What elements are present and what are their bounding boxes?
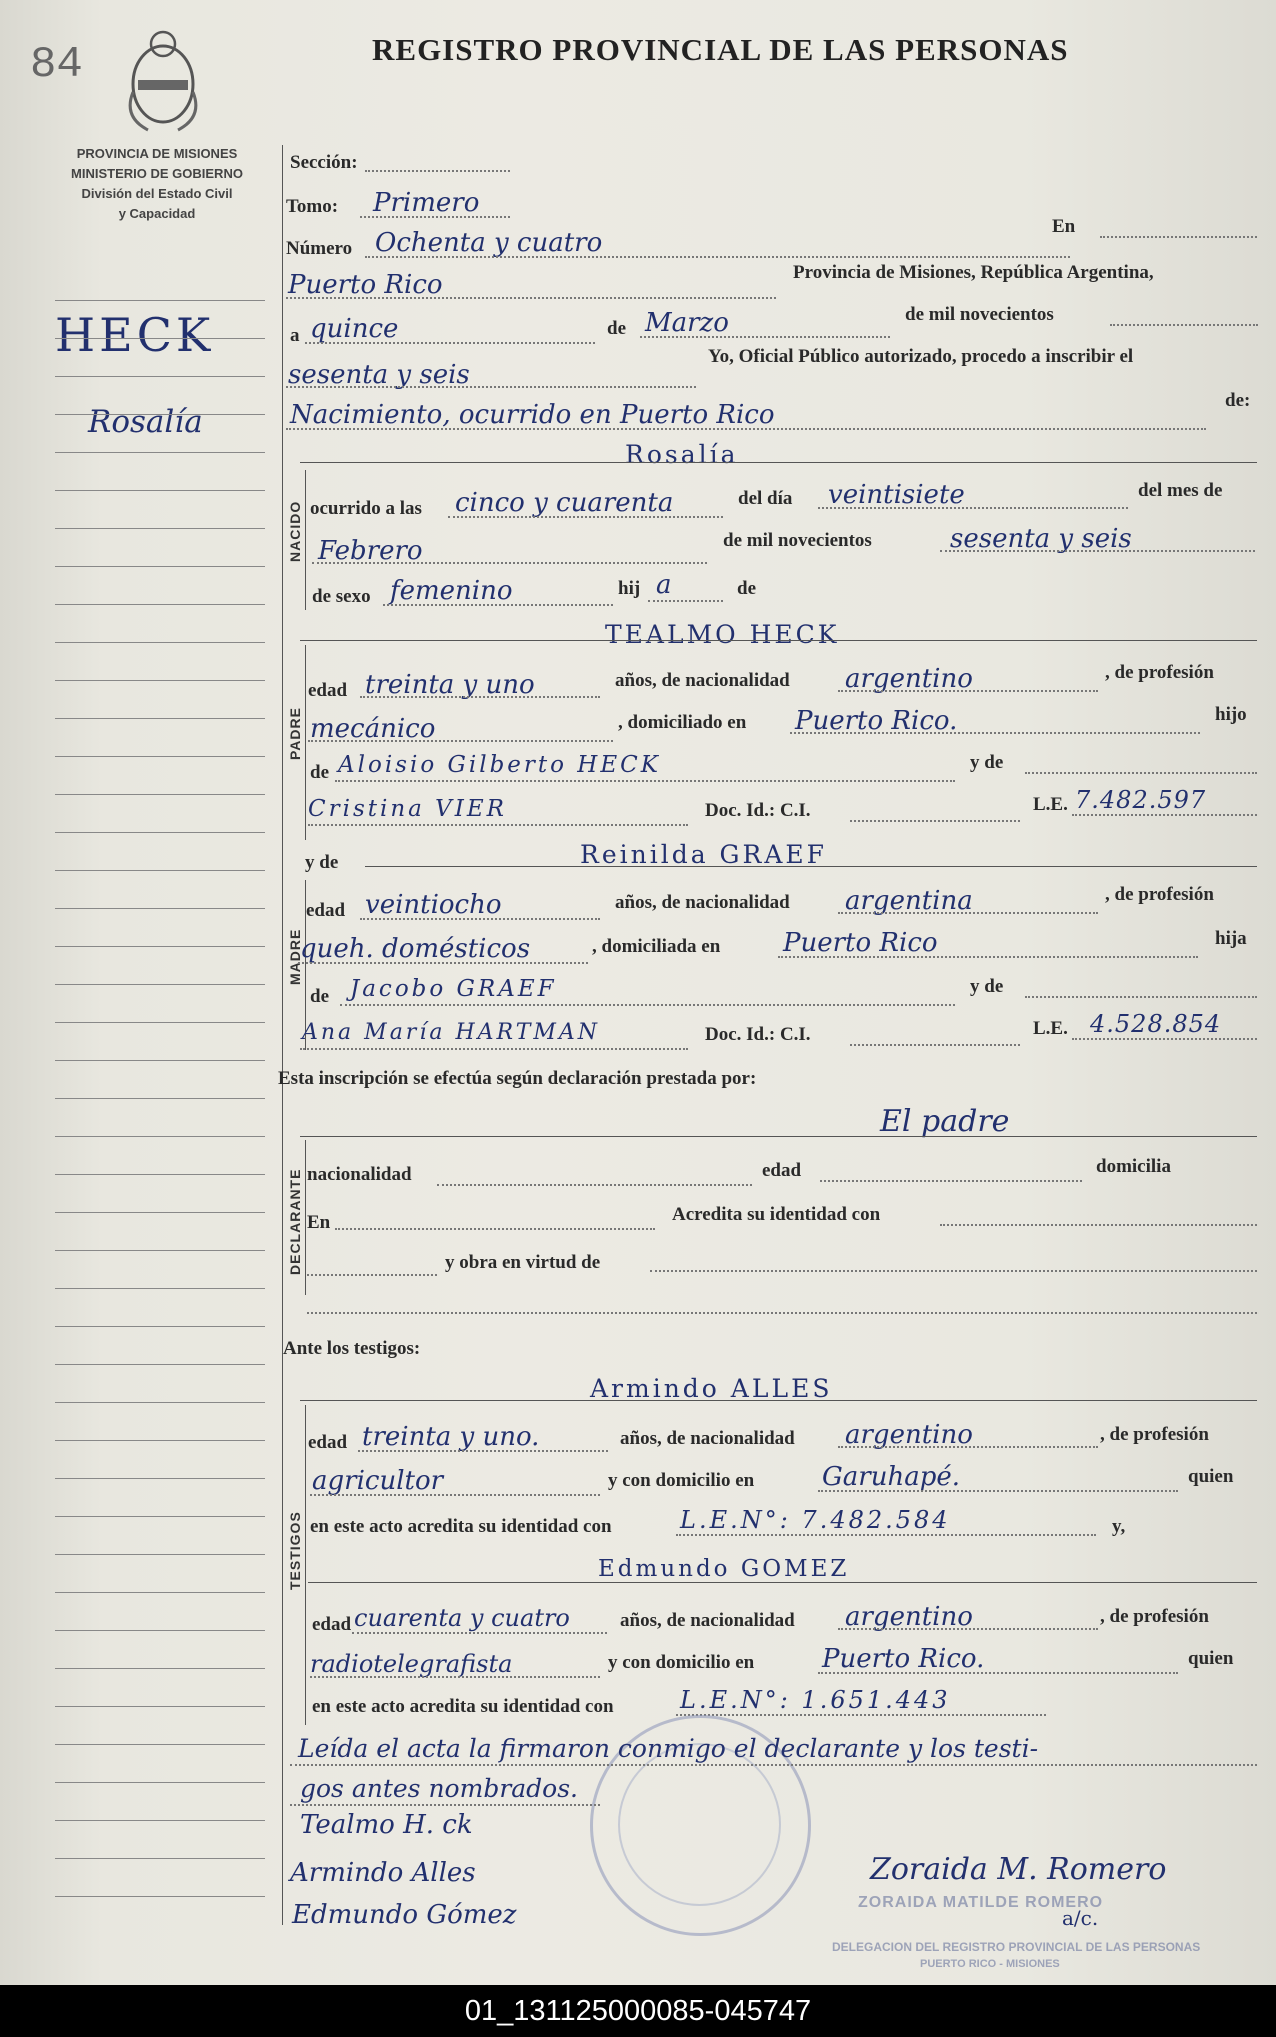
value-nombre: Rosalía xyxy=(625,440,739,469)
field-line xyxy=(305,342,595,344)
margin-rule xyxy=(55,1098,265,1099)
label-testigo2-edad: edad xyxy=(312,1614,352,1635)
field-line xyxy=(308,1582,1257,1583)
section-label-testigos: TESTIGOS xyxy=(287,1511,303,1590)
field-line xyxy=(365,866,1257,867)
label-testigo2-nacionalidad: años, de nacionalidad xyxy=(620,1610,795,1631)
institution-line: MINISTERIO DE GOBIERNO xyxy=(71,166,243,181)
label-del-dia: del día xyxy=(738,488,793,509)
field-line xyxy=(1110,324,1258,326)
label-tomo: Tomo: xyxy=(286,196,339,217)
label-declarante-domicilia: domicilia xyxy=(1096,1156,1171,1177)
margin-rule xyxy=(55,1326,265,1327)
field-line xyxy=(307,1274,437,1276)
field-line xyxy=(1072,1038,1257,1040)
margin-rule xyxy=(55,1478,265,1479)
label-testigo2-quien: quien xyxy=(1188,1648,1234,1669)
closing-line-2: gos antes nombrados. xyxy=(300,1774,579,1803)
field-line xyxy=(648,600,723,602)
field-line xyxy=(310,1676,600,1678)
field-line xyxy=(850,820,1020,822)
value-padre-nacionalidad: argentino xyxy=(845,664,973,694)
field-line xyxy=(307,1312,1257,1314)
field-line xyxy=(360,918,600,920)
section-label-padre: PADRE xyxy=(287,707,303,760)
field-line xyxy=(365,256,1070,258)
field-line xyxy=(838,912,1098,914)
label-declarante-edad: edad xyxy=(762,1160,802,1181)
label-padre-hijo: hijo xyxy=(1215,704,1247,725)
value-padre-madre: Cristina VIER xyxy=(308,796,507,822)
value-padre-padre: Aloisio Gilberto HECK xyxy=(338,752,661,778)
margin-rule xyxy=(55,604,265,605)
margin-rule xyxy=(55,1288,265,1289)
value-anio: sesenta y seis xyxy=(288,360,470,390)
field-line xyxy=(286,386,696,388)
field-line xyxy=(818,1490,1178,1492)
label-padre-edad: edad xyxy=(308,680,348,701)
field-line xyxy=(300,1400,1257,1401)
field-line xyxy=(1100,236,1257,238)
margin-rule xyxy=(55,338,265,339)
label-declaracion: Esta inscripción se efectúa según declaración prestada por: xyxy=(278,1068,757,1089)
section-bracket xyxy=(305,470,306,610)
value-testigo1-domicilio: Garuhapé. xyxy=(822,1462,960,1492)
field-line xyxy=(1025,772,1257,774)
signature-testigo1: Armindo Alles xyxy=(290,1858,476,1888)
delegacion-location-stamp: PUERTO RICO - MISIONES xyxy=(920,1958,1060,1970)
margin-rule xyxy=(55,1136,265,1137)
section-label-nacido: NACIDO xyxy=(287,500,303,562)
label-testigo2-acredita: en este acto acredita su identidad con xyxy=(312,1696,614,1717)
value-testigo2-doc: L.E.N°: 1.651.443 xyxy=(680,1686,951,1714)
field-line xyxy=(850,1044,1020,1046)
label-de-mil-novecientos: de mil novecientos xyxy=(905,304,1054,325)
field-line xyxy=(1025,996,1257,998)
section-label-declarante: DECLARANTE xyxy=(287,1168,303,1275)
value-testigo2-edad: cuarenta y cuatro xyxy=(354,1604,570,1632)
label-padre-doc: Doc. Id.: C.I. xyxy=(705,800,811,821)
field-line xyxy=(298,962,588,964)
label-declarante-nacionalidad: nacionalidad xyxy=(307,1164,412,1185)
label-madre-nacionalidad: años, de nacionalidad xyxy=(615,892,790,913)
closing-line-1: Leída el acta la firmaron conmigo el declarante y los testi- xyxy=(298,1734,1039,1763)
field-line xyxy=(300,1136,1257,1137)
value-lugar: Puerto Rico xyxy=(288,270,443,300)
label-testigo1-domicilio: y con domicilio en xyxy=(608,1470,755,1491)
delegacion-stamp: DELEGACION DEL REGISTRO PROVINCIAL DE LAS PERSONAS xyxy=(832,1940,1201,1954)
field-line xyxy=(300,640,1257,641)
section-bracket xyxy=(305,1140,306,1295)
field-line xyxy=(640,336,890,338)
label-madre-domicilio: , domiciliada en xyxy=(592,936,721,957)
field-line xyxy=(838,1446,1098,1448)
value-testigo1-edad: treinta y uno. xyxy=(362,1422,540,1452)
margin-rule xyxy=(55,1402,265,1403)
margin-rule xyxy=(55,984,265,985)
institution-line: División del Estado Civil xyxy=(81,186,233,201)
signature-official: Zoraida M. Romero xyxy=(870,1852,1167,1887)
margin-rule xyxy=(55,1744,265,1745)
field-line xyxy=(790,732,1200,734)
field-line xyxy=(310,1494,600,1496)
field-line xyxy=(358,1450,608,1452)
margin-rule xyxy=(55,1820,265,1821)
field-line xyxy=(818,1672,1178,1674)
margin-rule xyxy=(55,870,265,871)
label-testigo1-acredita: en este acto acredita su identidad con xyxy=(310,1516,612,1537)
institution-block xyxy=(52,144,262,224)
field-line xyxy=(365,170,510,172)
value-testigo1-profesion: agricultor xyxy=(312,1466,444,1496)
label-hij: hij xyxy=(618,578,641,599)
margin-rule xyxy=(55,1212,265,1213)
frame-left-line xyxy=(282,145,283,1925)
margin-rule xyxy=(55,300,265,301)
field-line xyxy=(300,462,1257,463)
margin-rule xyxy=(55,908,265,909)
margin-given-name: Rosalía xyxy=(88,404,203,440)
field-line xyxy=(335,780,955,782)
label-padre-y-de: y de xyxy=(970,752,1004,773)
field-line xyxy=(448,516,723,518)
value-madre-le: 4.528.854 xyxy=(1090,1010,1222,1038)
label-testigo1-y: y, xyxy=(1112,1516,1126,1537)
label-de-sexo-de: de xyxy=(737,578,756,599)
field-line xyxy=(300,1048,688,1050)
label-madre-le: L.E. xyxy=(1033,1018,1068,1039)
field-line xyxy=(437,1184,752,1186)
label-de-colon: de: xyxy=(1225,390,1251,411)
field-line xyxy=(940,550,1255,552)
value-padre-le: 7.482.597 xyxy=(1075,786,1207,814)
official-name-stamp: ZORAIDA MATILDE ROMERO xyxy=(858,1894,1104,1911)
margin-rule xyxy=(55,490,265,491)
document-title: REGISTRO PROVINCIAL DE LAS PERSONAS xyxy=(372,32,1069,67)
label-declarante-en: En xyxy=(307,1212,331,1233)
label-de: de xyxy=(607,318,626,339)
margin-rule xyxy=(55,1516,265,1517)
value-mes-nac: Febrero xyxy=(318,536,423,566)
label-testigo1-nacionalidad: años, de nacionalidad xyxy=(620,1428,795,1449)
field-line xyxy=(360,216,510,218)
margin-rule xyxy=(55,1896,265,1897)
value-testigo2-nacionalidad: argentino xyxy=(845,1602,973,1632)
value-testigo1-nacionalidad: argentino xyxy=(845,1420,973,1450)
margin-rule xyxy=(55,1782,265,1783)
margin-rule xyxy=(55,1592,265,1593)
label-sexo: de sexo xyxy=(312,586,371,607)
label-madre-de: de xyxy=(310,986,329,1007)
margin-rule xyxy=(55,1060,265,1061)
margin-rule xyxy=(55,566,265,567)
value-acto: Nacimiento, ocurrido en Puerto Rico xyxy=(290,400,775,430)
field-line xyxy=(290,1804,600,1806)
label-del-mes: del mes de xyxy=(1138,480,1223,501)
field-line xyxy=(650,1270,1257,1272)
label-seccion: Sección: xyxy=(290,152,358,173)
field-line xyxy=(820,1180,1082,1182)
field-line xyxy=(778,956,1198,958)
value-madre-domicilio: Puerto Rico xyxy=(783,928,938,958)
value-madre-profesion: queh. domésticos xyxy=(300,934,531,964)
value-madre-nacionalidad: argentina xyxy=(845,886,973,916)
field-line xyxy=(838,690,1098,692)
margin-rule xyxy=(55,680,265,681)
label-madre-y-de: y de xyxy=(305,852,339,873)
field-line xyxy=(308,740,613,742)
value-sexo: femenino xyxy=(390,576,513,606)
value-anio-nac: sesenta y seis xyxy=(950,524,1132,554)
value-testigo2-profesion: radiotelegrafista xyxy=(310,1650,513,1678)
label-declarante-acredita: Acredita su identidad con xyxy=(672,1204,881,1225)
filename-caption: 01_131125000085-045747 xyxy=(0,1985,1276,2037)
field-line xyxy=(286,297,776,299)
label-padre-domicilio: , domiciliado en xyxy=(618,712,747,733)
value-testigo1-nombre: Armindo ALLES xyxy=(590,1374,833,1403)
label-a: a xyxy=(290,325,300,346)
field-line xyxy=(308,824,688,826)
margin-rule xyxy=(55,528,265,529)
label-ocurrido: ocurrido a las xyxy=(310,498,422,519)
label-oficial: Yo, Oficial Público autorizado, procedo a inscribir el xyxy=(708,346,1134,367)
label-madre-doc: Doc. Id.: C.I. xyxy=(705,1024,811,1045)
field-line xyxy=(286,428,1206,430)
field-line xyxy=(290,1764,1257,1766)
page-number: 84 xyxy=(30,40,83,90)
margin-rule xyxy=(55,1364,265,1365)
value-mes: Marzo xyxy=(645,308,729,338)
label-testigo1-edad: edad xyxy=(308,1432,348,1453)
margin-rule xyxy=(55,452,265,453)
field-line xyxy=(1072,814,1257,816)
section-bracket xyxy=(305,645,306,840)
official-seal-inner xyxy=(618,1743,781,1906)
value-tomo: Primero xyxy=(373,188,480,218)
margin-rule xyxy=(55,1022,265,1023)
value-testigo1-doc: L.E.N°: 7.482.584 xyxy=(680,1506,951,1534)
field-line xyxy=(838,1628,1098,1630)
value-hij-suffix: a xyxy=(656,570,672,600)
signature-testigo2: Edmundo Gómez xyxy=(292,1900,517,1930)
label-testigo2-domicilio: y con domicilio en xyxy=(608,1652,755,1673)
value-madre-padre: Jacobo GRAEF xyxy=(350,976,557,1002)
value-madre-madre: Ana María HARTMAN xyxy=(302,1020,601,1045)
label-padre-le: L.E. xyxy=(1033,794,1068,815)
margin-rule xyxy=(55,832,265,833)
label-padre-de: de xyxy=(310,762,329,783)
institution-line: y Capacidad xyxy=(118,206,196,221)
value-padre-nombre: TEALMO HECK xyxy=(605,620,840,649)
field-line xyxy=(818,507,1128,509)
value-testigo2-domicilio: Puerto Rico. xyxy=(822,1644,985,1674)
margin-rule xyxy=(55,376,265,377)
section-label-madre: MADRE xyxy=(287,928,303,985)
value-padre-profesion: mecánico xyxy=(310,714,436,744)
section-bracket xyxy=(305,1405,306,1725)
official-sub: a/c. xyxy=(1062,1906,1099,1930)
margin-rule xyxy=(55,414,265,415)
label-padre-profesion: , de profesión xyxy=(1105,662,1214,683)
field-line xyxy=(676,1714,1046,1716)
margin-rule xyxy=(55,1250,265,1251)
margin-rule xyxy=(55,1554,265,1555)
value-testigo2-nombre: Edmundo GOMEZ xyxy=(598,1556,850,1582)
margin-rule xyxy=(55,718,265,719)
institution-line: PROVINCIA DE MISIONES xyxy=(76,146,238,161)
margin-rule xyxy=(55,756,265,757)
field-line xyxy=(676,1534,1096,1536)
label-madre-edad: edad xyxy=(306,900,346,921)
field-line xyxy=(312,562,707,564)
label-testigo1-profesion: , de profesión xyxy=(1100,1424,1209,1445)
label-en: En xyxy=(1052,216,1076,237)
signature-padre: Tealmo H. ck xyxy=(300,1810,473,1840)
label-madre-hija: hija xyxy=(1215,928,1247,949)
label-padre-nacionalidad: años, de nacionalidad xyxy=(615,670,790,691)
field-line xyxy=(940,1224,1257,1226)
value-padre-edad: treinta y uno xyxy=(365,670,535,700)
field-line xyxy=(340,1004,955,1006)
value-padre-domicilio: Puerto Rico. xyxy=(795,706,958,736)
label-testigos: Ante los testigos: xyxy=(283,1338,421,1359)
value-madre-nombre: Reinilda GRAEF xyxy=(580,840,828,869)
margin-rule xyxy=(55,946,265,947)
margin-rule xyxy=(55,794,265,795)
coat-of-arms-icon xyxy=(118,22,208,137)
label-testigo2-profesion: , de profesión xyxy=(1100,1606,1209,1627)
margin-surname: HECK xyxy=(55,308,215,362)
value-dia-nac: veintisiete xyxy=(828,480,965,510)
value-declarante: El padre xyxy=(880,1104,1010,1139)
value-dia: quince xyxy=(310,314,399,344)
margin-rule xyxy=(55,1668,265,1669)
label-de-mil-nov2: de mil novecientos xyxy=(723,530,872,551)
label-declarante-obra: y obra en virtud de xyxy=(445,1252,601,1273)
field-line xyxy=(383,604,613,606)
label-madre-profesion: , de profesión xyxy=(1105,884,1214,905)
margin-rule xyxy=(55,1174,265,1175)
field-line xyxy=(352,1632,607,1634)
label-numero: Número xyxy=(286,238,353,259)
margin-rule xyxy=(55,1630,265,1631)
field-line xyxy=(360,696,600,698)
label-testigo1-quien: quien xyxy=(1188,1466,1234,1487)
margin-rule xyxy=(55,1858,265,1859)
value-numero: Ochenta y cuatro xyxy=(375,228,603,258)
margin-rule xyxy=(55,1706,265,1707)
value-hora: cinco y cuarenta xyxy=(455,488,674,518)
label-provincia: Provincia de Misiones, República Argentina, xyxy=(793,262,1154,283)
label-madre-y-de2: y de xyxy=(970,976,1004,997)
margin-rule xyxy=(55,1440,265,1441)
margin-rule xyxy=(55,642,265,643)
value-madre-edad: veintiocho xyxy=(365,890,502,920)
field-line xyxy=(335,1228,655,1230)
